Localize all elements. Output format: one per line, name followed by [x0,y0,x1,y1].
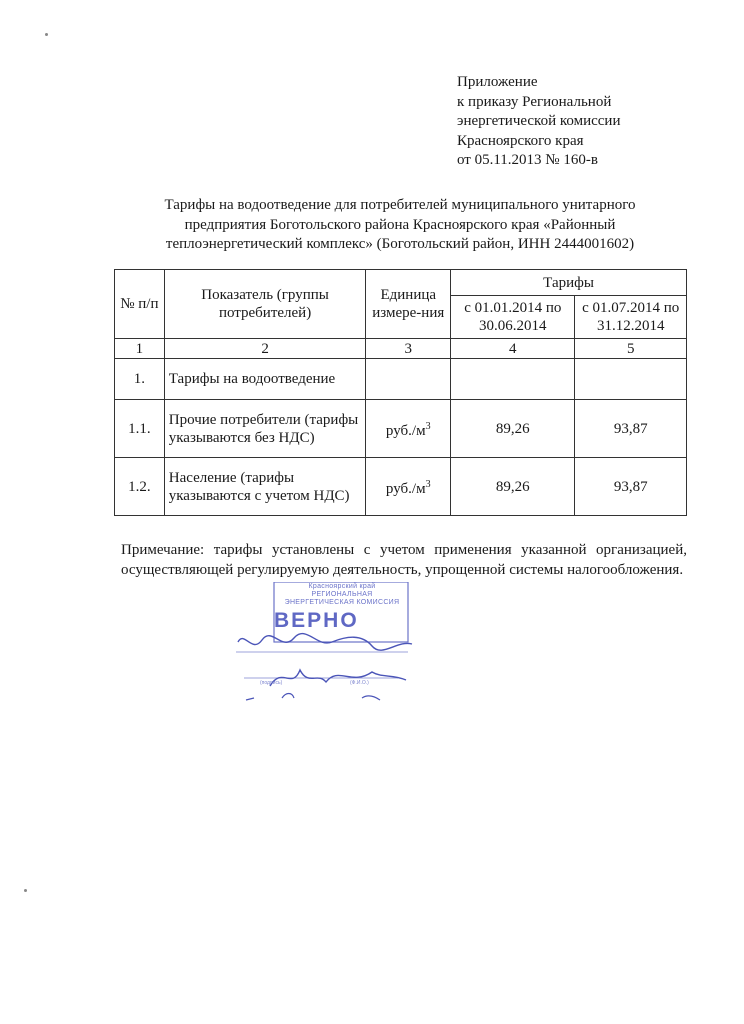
row-unit [366,458,451,516]
table-row [115,400,687,458]
unit-base: руб./м [385,480,426,497]
index-cell: 4 [451,339,575,359]
title-line: предприятия Боготольского района Красноярского края «Районный [184,216,616,233]
stamp-name-label: (Ф.И.О.) [350,680,369,686]
unit-exponent: 3 [425,420,431,432]
header-unit: Единица измере-ния [366,270,451,339]
row-num: 1. [115,359,165,400]
table-row [115,359,687,400]
header-tariffs: Тарифы [451,270,687,296]
stamp-org-text: Красноярский край РЕГИОНАЛЬНАЯ ЭНЕРГЕТИЧЕСКАЯ КОМИССИЯ [284,583,400,606]
header-period-2: с 01.07.2014 по 31.12.2014 [575,296,687,339]
scan-speck [45,33,48,36]
unit-exponent: 3 [425,478,431,490]
table-row [115,458,687,516]
appendix-line: к приказу Региональной [457,93,612,110]
index-cell: 5 [575,339,687,359]
stamp-verno-text: ВЕРНО [274,609,359,632]
unit-base: руб./м [385,422,426,439]
verification-stamp [222,582,418,702]
row-indicator: Прочие потребители (тарифы указываются без НДС) [164,400,366,458]
header-period-1: с 01.01.2014 по 30.06.2014 [451,296,575,339]
appendix-line: Приложение [457,74,538,90]
appendix-line: энергетической комиссии [457,113,621,129]
appendix-line: от 05.11.2013 № 160-в [457,152,598,168]
table-index-row [115,339,687,359]
table-header-row [115,270,687,296]
document-title [100,196,700,255]
row-num: 1.2. [115,458,165,516]
row-num: 1.1. [115,400,165,458]
index-cell: 1 [115,339,165,359]
appendix-block [457,73,620,171]
index-cell: 3 [366,339,451,359]
index-cell: 2 [164,339,366,359]
row-indicator: Население (тарифы указываются с учетом НДС) [164,458,366,516]
row-tariff-1: 89,26 [451,458,575,516]
row-unit [366,359,451,400]
row-indicator: Тарифы на водоотведение [164,359,366,400]
header-num: № п/п [115,270,165,339]
row-tariff-2: 93,87 [575,458,687,516]
row-tariff-1 [451,359,575,400]
row-unit [366,400,451,458]
title-line: теплоэнергетический комплекс» (Боготольский район, ИНН 2444001602) [165,236,635,252]
scan-speck [24,889,27,892]
tariff-table [114,269,687,516]
row-tariff-2 [575,359,687,400]
appendix-line: Красноярского края [457,132,584,149]
row-tariff-1: 89,26 [451,400,575,458]
title-line: Тарифы на водоотведение для потребителей муниципального унитарного [164,197,636,213]
stamp-signature-label: (подпись) [260,680,283,686]
row-tariff-2: 93,87 [575,400,687,458]
header-indicator: Показатель (группы потребителей) [164,270,366,339]
note-paragraph: Примечание: тарифы установлены с учетом применения указанной организацией, осуществляющей регулируемую деятельность, упрощенной системы налогообложения. [121,542,687,578]
